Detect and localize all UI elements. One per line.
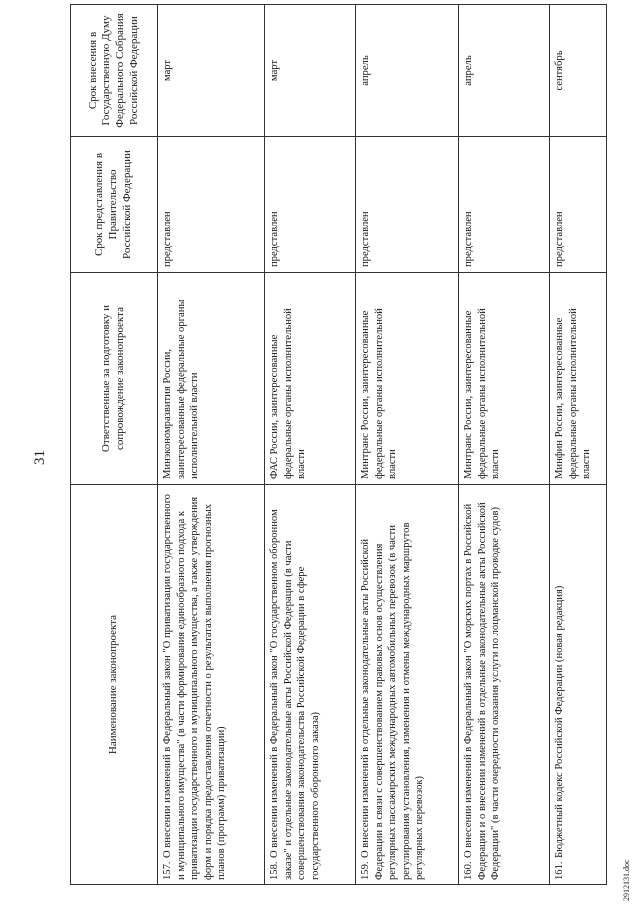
table-row [356, 5, 459, 885]
bill-name: О внесении изменений в Федеральный закон "О государственном оборонном заказе" и отдельные законодательные акты Российской Федерации (в части совершенствования законодательства Российской Федерации в сфере государственного оборонного заказа) [269, 509, 321, 880]
row-number: 157. [162, 861, 173, 880]
responsible-cell: Минэкономразвития России, заинтересованные федеральные органы исполнительной власти [158, 273, 265, 485]
bill-name: О внесении изменений в Федеральный закон "О приватизации государственного и муниципального имущества" (в части формирования единообразного подхода к приватизации государственного и муниципального имущества, а также утверждения форм и порядка предоставления отчетности о результатах выполнения прогнозных планов (программ) приватизации) [162, 494, 228, 880]
bills-table [70, 4, 607, 885]
bill-name: О внесении изменений в отдельные законодательные акты Российской Федерации в связи с совершенствованием правовых основ осуществления регулярных пассажирских международных автомобильных перевозок (в части регулирования установления, изменения и отмены международных маршрутов регулярных перевозок) [360, 522, 426, 880]
table-row [158, 5, 265, 885]
responsible-cell: Минфин России, заинтересованные федеральные органы исполнительной власти [550, 273, 607, 485]
duma-deadline-cell: апрель [459, 5, 550, 137]
duma-deadline-cell: апрель [356, 5, 459, 137]
table-row [459, 5, 550, 885]
duma-deadline-cell: сентябрь [550, 5, 607, 137]
header-bill-name: Наименование законопроекта [71, 485, 158, 885]
table-row [550, 5, 607, 885]
bill-name: О внесении изменений в Федеральный закон "О морских портах в Российской Федерации и о внесении изменений в отдельные законодательные акты Российской Федерации" (в части очередности оказания услуги по лоцманской проводке судов) [463, 502, 502, 880]
gov-deadline-cell: представлен [356, 137, 459, 273]
bill-name-cell [356, 485, 459, 885]
gov-deadline-cell: представлен [550, 137, 607, 273]
row-number: 159. [360, 861, 371, 880]
bill-name: Бюджетный кодекс Российской Федерации (новая редакция) [554, 585, 565, 858]
header-responsible: Ответственные за подготовку и сопровождение законопроекта [71, 273, 158, 485]
table-row [265, 5, 356, 885]
row-number: 160. [463, 861, 474, 880]
gov-deadline-cell: представлен [459, 137, 550, 273]
bill-name-cell [158, 485, 265, 885]
table-header-row [71, 5, 158, 885]
row-number: 158. [269, 861, 280, 880]
header-gov-deadline: Срок представления в Правительство Российской Федерации [71, 137, 158, 273]
header-duma-deadline: Срок внесения в Государственную Думу Федерального Собрания Российской Федерации [71, 5, 158, 137]
bill-name-cell [459, 485, 550, 885]
bills-table-container [70, 5, 607, 885]
document-footer-filename: 2912131.doc [622, 859, 631, 901]
page-number: 31 [32, 450, 48, 465]
duma-deadline-cell: март [158, 5, 265, 137]
responsible-cell: ФАС России, заинтересованные федеральные органы исполнительной власти [265, 273, 356, 485]
responsible-cell: Минтранс России, заинтересованные федеральные органы исполнительной власти [459, 273, 550, 485]
duma-deadline-cell: март [265, 5, 356, 137]
bill-name-cell [550, 485, 607, 885]
gov-deadline-cell: представлен [265, 137, 356, 273]
gov-deadline-cell: представлен [158, 137, 265, 273]
bill-name-cell [265, 485, 356, 885]
row-number: 161. [554, 861, 565, 880]
responsible-cell: Минтранс России, заинтересованные федеральные органы исполнительной власти [356, 273, 459, 485]
